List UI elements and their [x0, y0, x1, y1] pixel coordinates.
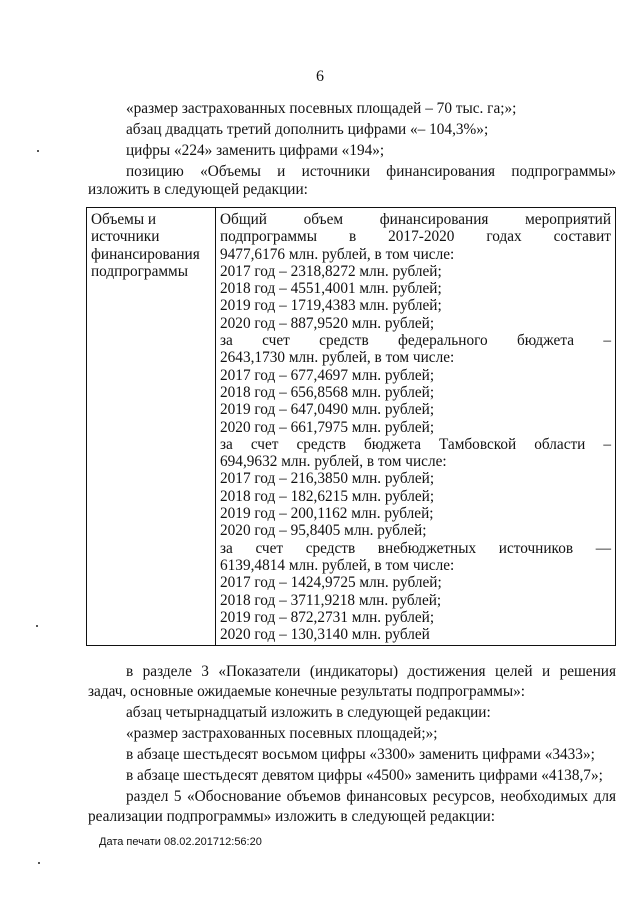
scan-mark	[38, 862, 40, 864]
table-content-line: 2017 год – 677,4697 млн. рублей;	[220, 366, 435, 384]
table-label-cell	[87, 208, 216, 646]
scan-mark	[37, 150, 39, 152]
after-line-3: в абзаце шестьдесят восьмом цифры «3300» заменить цифрами «3433»;	[126, 746, 595, 763]
table-content-line: 2018 год – 656,8568 млн. рублей;	[220, 383, 435, 401]
section3-line-2: задач, основные ожидаемые конечные результаты подпрограммы»:	[88, 683, 526, 700]
table-content-line: 2019 год – 200,1162 млн. рублей;	[220, 505, 434, 523]
table-content-line: 9477,6176 млн. рублей, в том числе:	[220, 245, 455, 263]
table-content-line: 2018 год – 3711,9218 млн. рублей;	[220, 591, 442, 609]
table-content-line: за счет средств внебюджетных источников —	[220, 539, 611, 557]
table-content-line: 2020 год – 95,8405 млн. рублей;	[220, 522, 427, 540]
financing-table-row	[87, 208, 616, 646]
table-content-line: за счет средств федерального бюджета –	[220, 332, 611, 350]
intro-line-1: «размер застрахованных посевных площадей – 70 тыс. га;»;	[126, 100, 517, 117]
table-label-line: подпрограммы	[91, 262, 189, 280]
table-content-line: 2017 год – 216,3850 млн. рублей;	[220, 470, 435, 488]
intro-line-3: цифры «224» заменить цифрами «194»;	[126, 142, 385, 159]
table-content-line: 694,9632 млн. рублей, в том числе:	[220, 453, 447, 471]
table-label-line: источники	[91, 228, 160, 246]
table-content-line: подпрограммы в 2017-2020 годах составит	[220, 228, 611, 246]
print-date: Дата печати 08.02.201712:56:20	[99, 836, 262, 848]
table-content-line: 2017 год – 1424,9725 млн. рублей;	[220, 574, 442, 592]
table-content-line: 2019 год – 872,2731 млн. рублей;	[220, 608, 435, 626]
after-line-4: в абзаце шестьдесят девятом цифры «4500» заменить цифрами «4138,7»;	[126, 767, 603, 784]
table-content-line: 2020 год – 887,9520 млн. рублей;	[220, 314, 435, 332]
after-line-2: «размер застрахованных посевных площадей;»;	[126, 725, 438, 742]
section5-line-2: реализации подпрограммы» изложить в следующей редакции:	[88, 808, 495, 825]
section3-line-1: в разделе 3 «Показатели (индикаторы) достижения целей и решения	[126, 663, 616, 680]
position-line-2: изложить в следующей редакции:	[88, 181, 308, 198]
financing-table	[86, 207, 616, 646]
table-content-line: 2018 год – 182,6215 млн. рублей;	[220, 487, 435, 505]
page-number: 6	[316, 68, 324, 85]
scan-mark	[36, 625, 38, 627]
position-line-1: позицию «Объемы и источники финансирования подпрограммы»	[126, 163, 616, 180]
table-content-line: за счет средств бюджета Тамбовской области –	[220, 435, 611, 453]
table-content-line: 6139,4814 млн. рублей, в том числе:	[220, 556, 455, 574]
table-content-line: 2019 год – 647,0490 млн. рублей;	[220, 401, 435, 419]
table-content-line: 2020 год – 661,7975 млн. рублей;	[220, 418, 435, 436]
intro-line-2: абзац двадцать третий дополнить цифрами «– 104,3%»;	[126, 121, 489, 138]
table-content-line: 2643,1730 млн. рублей, в том числе:	[220, 349, 455, 367]
table-label-line: финансирования	[91, 245, 200, 263]
table-content-line: 2018 год – 4551,4001 млн. рублей;	[220, 280, 442, 298]
table-label-line: Объемы и	[91, 211, 157, 228]
section5-line-1: раздел 5 «Обоснование объемов финансовых ресурсов, необходимых для	[126, 788, 616, 805]
table-content-line: Общий объем финансирования мероприятий	[220, 211, 611, 228]
table-content-cell	[216, 208, 616, 646]
after-line-1: абзац четырнадцатый изложить в следующей редакции:	[126, 704, 491, 721]
table-content-line: 2017 год – 2318,8272 млн. рублей;	[220, 262, 442, 280]
table-content-line: 2019 год – 1719,4383 млн. рублей;	[220, 297, 442, 315]
table-content-line: 2020 год – 130,3140 млн. рублей	[220, 626, 430, 644]
